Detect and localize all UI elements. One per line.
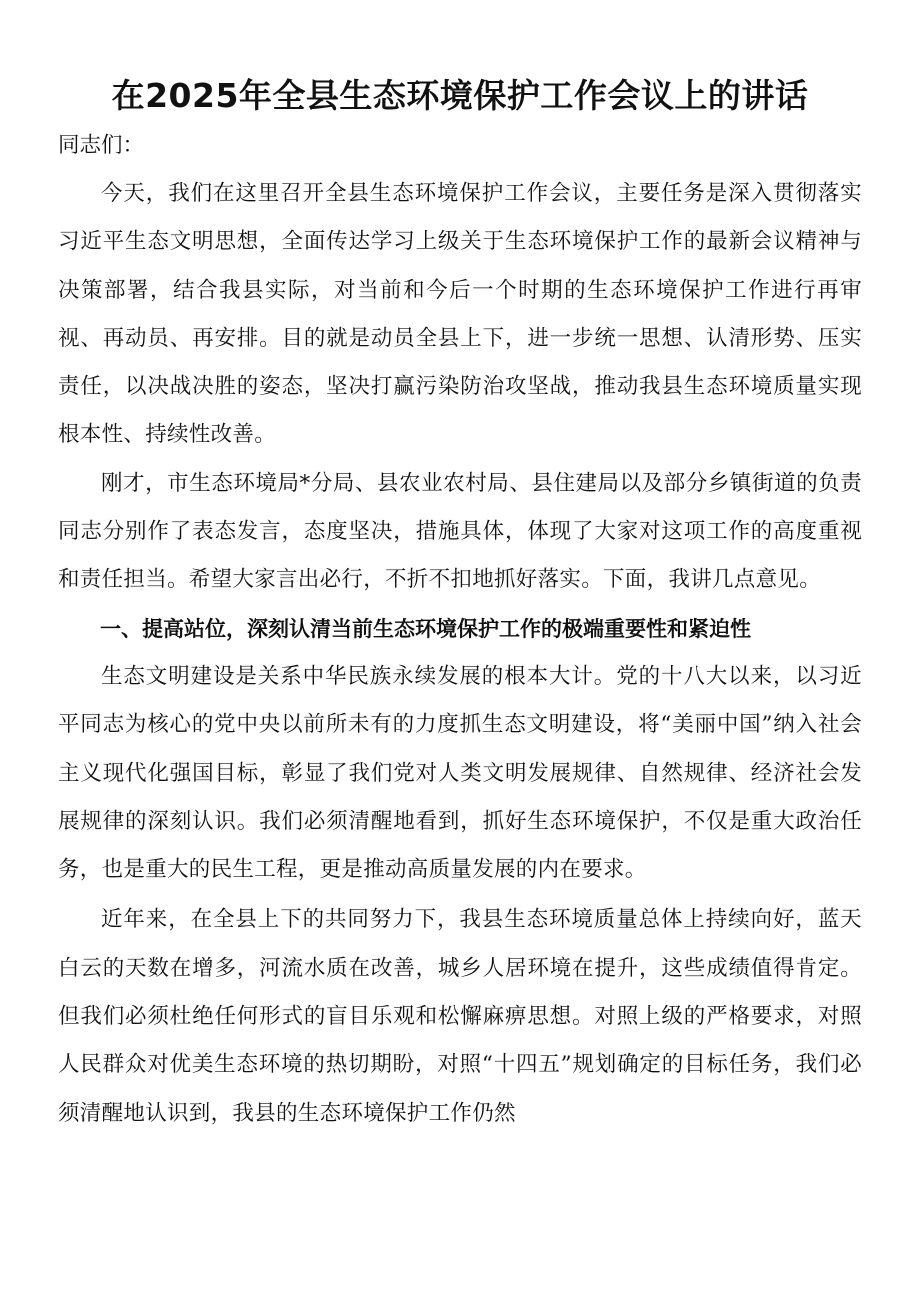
paragraph-importance: 生态文明建设是关系中华民族永续发展的根本大计。党的十八大以来，以习近平同志为核心的党中央以前所未有的力度抓生态文明建设，将“美丽中国”纳入社会主义现代化强国目标，彰显了我们党对人类文明发展规律、自然规律、经济社会发展规律的深刻认识。我们必须清醒地看到，抓好生态环境保护，不仅是重大政治任务，也是重大的民生工程，更是推动高质量发展的内在要求。 bbox=[58, 663, 862, 883]
paragraph-progress: 近年来，在全县上下的共同努力下，我县生态环境质量总体上持续向好，蓝天白云的天数在增多，河流水质在改善，城乡人居环境在提升，这些成绩值得肯定。但我们必须杜绝任何形式的盲目乐观和松懈麻痹思想。对照上级的严格要求，对照人民群众对优美生态环境的热切期盼，对照“十四五”规划确定的目标任务，我们必须清醒地认识到，我县的生态环境保护工作仍然 bbox=[58, 907, 862, 1126]
salutation: 同志们： bbox=[58, 133, 145, 158]
paragraph-opening: 今天，我们在这里召开全县生态环境保护工作会议，主要任务是深入贯彻落实习近平生态文明思想，全面传达学习上级关于生态环境保护工作的最新会议精神与决策部署，结合我县实际，对当前和今后一个时期的生态环境保护工作进行再审视、再动员、再安排。目的就是动员全县上下，进一步统一思想、认清形势、压实责任，以决战决胜的姿态，坚决打赢污染防治攻坚战，推动我县生态环境质量实现根本性、持续性改善。 bbox=[58, 181, 862, 448]
document-title: 在2025年全县生态环境保护工作会议上的讲话 bbox=[111, 76, 809, 115]
paragraph-statements: 刚才，市生态环境局*分局、县农业农村局、县住建局以及部分乡镇街道的负责同志分别作了表态发言，态度坚决，措施具体，体现了大家对这项工作的高度重视和责任担当。希望大家言出必行，不折不扣地抓好落实。下面，我讲几点意见。 bbox=[58, 470, 862, 593]
section-heading-1: 一、提高站位，深刻认清当前生态环境保护工作的极端重要性和紧迫性 bbox=[100, 616, 751, 641]
